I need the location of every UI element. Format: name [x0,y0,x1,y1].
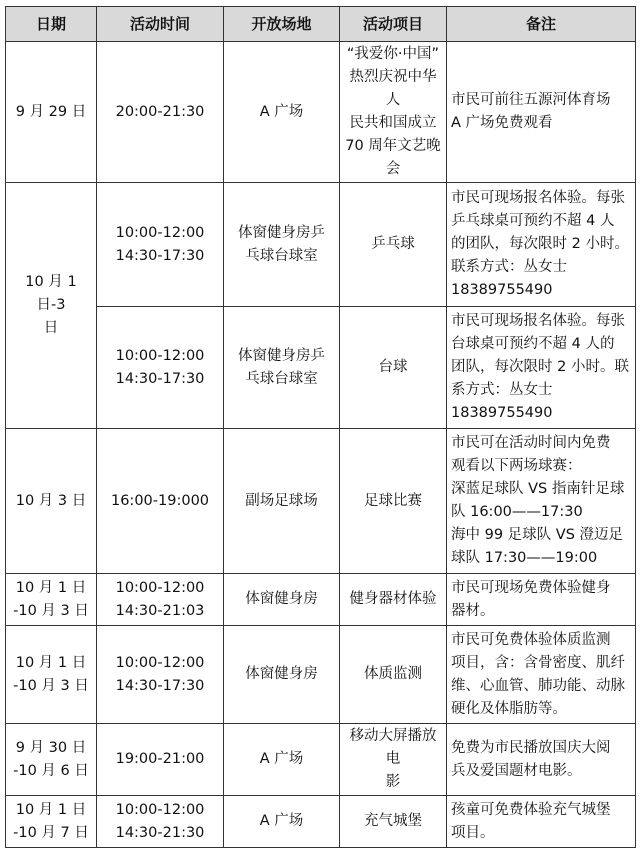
date-cell [6,796,97,848]
time-text: 10:00-12:00 14:30-21:03 [115,579,205,619]
table-row [6,626,636,724]
venue-text: 体窗健身房 [245,591,318,607]
time-text: 19:00-21:00 [115,751,205,767]
venue-text: A 广场 [259,751,304,767]
date-cell [6,42,97,183]
table-row [6,574,636,626]
note-text: 市民可现场免费体验健身 器材。 [451,579,611,619]
note-cell [447,574,636,626]
activity-schedule-table [5,6,636,848]
note-text: 免费为市民播放国庆大阅 兵及爱国题材电影。 [451,739,611,779]
date-text: 10 月 1 日 -10 月 3 日 [13,654,89,694]
time-cell [97,724,224,796]
date-cell [6,626,97,724]
time-text: 10:00-12:00 14:30-17:30 [115,654,205,694]
venue-cell [224,796,340,848]
note-cell [447,724,636,796]
activity-cell [340,724,447,796]
activity-cell [340,429,447,574]
activity-cell [340,307,447,429]
venue-text: 体窗健身房 [245,666,318,682]
activity-cell [340,626,447,724]
venue-cell [224,183,340,307]
table-row [6,429,636,574]
activity-text: 乒乓球 [371,236,415,252]
venue-text: 副场足球场 [245,492,318,509]
note-text: 市民可前往五源河体育场 A 广场免费观看 [451,92,611,131]
header-date: 日期 [6,7,97,42]
time-text: 10:00-12:00 14:30-21:30 [115,801,205,841]
note-cell [447,626,636,724]
note-cell [447,42,636,183]
table-row [6,724,636,796]
time-cell [97,574,224,626]
time-cell [97,626,224,724]
date-text: 10 月 3 日 [15,492,87,509]
activity-cell [340,796,447,848]
activity-text: 充气城堡 [364,813,422,829]
venue-text: A 广场 [259,813,304,829]
activity-cell [340,574,447,626]
table-row [6,42,636,183]
note-cell [447,429,636,574]
time-text: 16:00-19:000 [110,492,210,509]
date-cell [6,724,97,796]
date-cell [6,429,97,574]
note-cell [447,796,636,848]
venue-cell [224,307,340,429]
time-cell [97,796,224,848]
date-text: 9 月 29 日 [15,103,87,120]
activity-text: “我爱你·中国” 热烈庆祝中华人 民共和国成立 70 周年文艺晚 会 [345,46,441,177]
time-cell [97,307,224,429]
time-cell [97,429,224,574]
time-text: 10:00-12:00 14:30-17:30 [115,347,205,387]
table-row [6,796,636,848]
venue-text: 体窗健身房乒 乓球台球室 [238,224,325,264]
time-text: 20:00-21:30 [115,103,205,120]
activity-cell [340,183,447,307]
note-text: 孩童可免费体验充气城堡 项目。 [451,801,611,841]
note-text: 市民可在活动时间内免费 观看以下两场球赛： 深蓝足球队 VS 指南针足球 队 16:00——17:30 海中 99 足球队 VS 澄迈足 球队 17:30——19:00 [451,435,625,566]
table-row [6,183,636,307]
table-header-row [6,7,636,42]
date-text: 10 月 1 日 -10 月 7 日 [13,801,89,841]
venue-cell [224,429,340,574]
venue-text: 体窗健身房乒 乓球台球室 [238,347,325,387]
activity-text: 移动大屏播放电 影 [349,728,437,790]
time-cell [97,183,224,307]
note-text: 市民可现场报名体验。每张 台球桌可预约不超 4 人的 团队，每次限时 2 小时。联 系方式：丛女士 18389755490 [451,313,629,421]
venue-cell [224,574,340,626]
activity-text: 健身器材体验 [349,591,437,607]
date-text: 10 月 1 日 -10 月 3 日 [13,579,89,619]
note-text: 市民可现场报名体验。每张 乒乓球桌可预约不超 4 人 的团队，每次限时 2 小时。 联系方式：丛女士 18389755490 [451,190,629,298]
table-row [6,307,636,429]
header-activity: 活动项目 [340,7,447,42]
activity-text: 体质监测 [364,666,422,682]
activity-cell [340,42,447,183]
date-text: 9 月 30 日 -10 月 6 日 [13,739,89,779]
time-text: 10:00-12:00 14:30-17:30 [115,224,205,264]
header-venue: 开放场地 [224,7,340,42]
venue-cell [224,724,340,796]
venue-cell [224,626,340,724]
header-time: 活动时间 [97,7,224,42]
header-note: 备注 [447,7,636,42]
date-text: 10 月 1 日-3 日 [25,274,77,336]
time-cell [97,42,224,183]
note-cell [447,307,636,429]
venue-text: A 广场 [259,103,304,120]
venue-cell [224,42,340,183]
date-cell [6,183,97,429]
note-cell [447,183,636,307]
note-text: 市民可免费体验体质监测 项目，含：含骨密度、肌纤 维、心血管、肺功能、动脉 硬化及体脂肪等。 [451,631,625,717]
activity-text: 台球 [378,359,408,375]
activity-text: 足球比赛 [364,492,422,509]
date-cell [6,574,97,626]
